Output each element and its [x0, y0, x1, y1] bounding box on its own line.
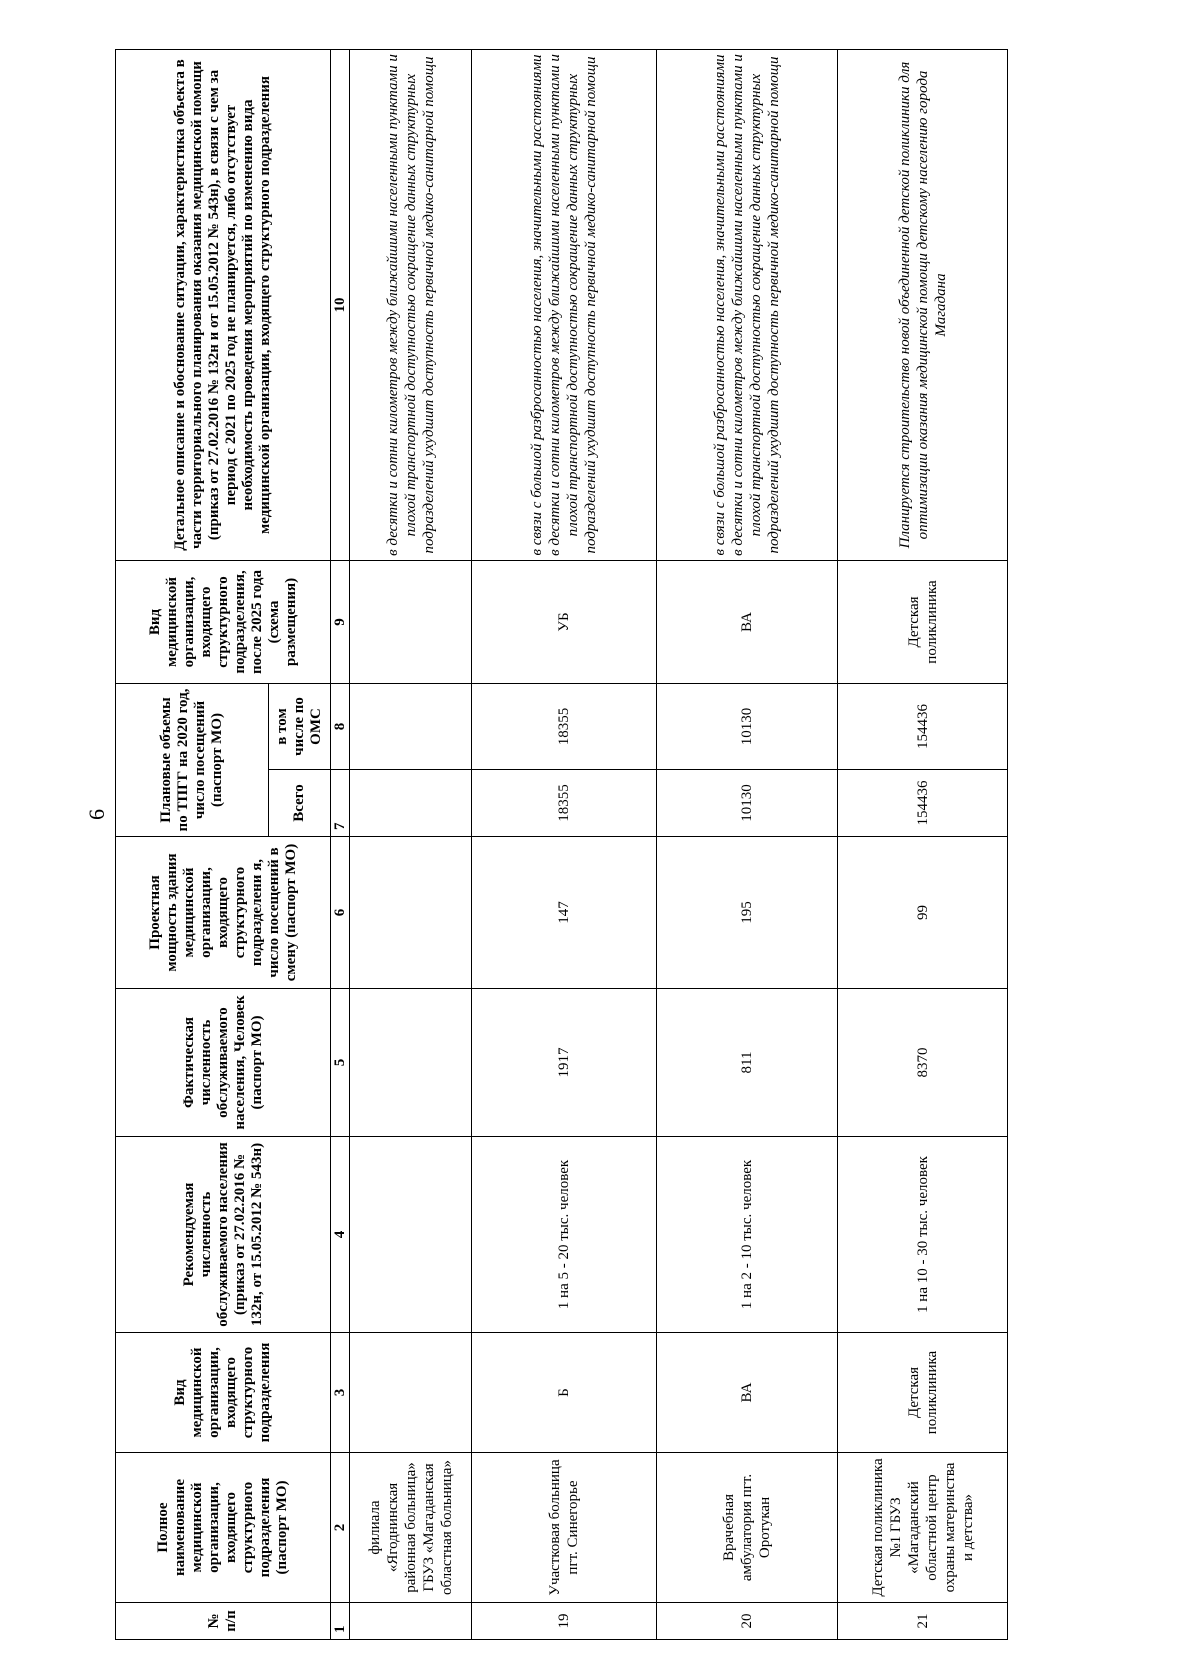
header-org-kind-after-2025: Вид медицинской организации, входящего структурного подразделения, после 2025 года (схема размещения): [116, 560, 331, 683]
planned-total: 18355: [472, 770, 657, 837]
row-number: 19: [472, 1603, 657, 1640]
table-row: [472, 49, 657, 1639]
table-row: [657, 49, 838, 1639]
header-total: Всего: [269, 770, 331, 837]
actual-population: 1917: [472, 989, 657, 1137]
planned-total: 10130: [657, 770, 838, 837]
description: в связи с большой разбросанностью населения, значительными расстояниями в десятки и сотни километров между ближайшими населенными пунктами и плохой транспортной доступностью сокращение данных структурных подразделений ухудшит доступность первичной медико-санитарной помощи: [657, 49, 838, 560]
page-number: 6: [84, 809, 109, 820]
org-kind-after-2025: Детская поликлиника: [838, 560, 1008, 683]
rotated-page-content: [115, 50, 1075, 1640]
column-number: 3: [331, 1333, 350, 1453]
header-oms: в том числе по ОМС: [269, 683, 331, 769]
design-capacity: 195: [657, 837, 838, 989]
org-kind: [350, 1333, 472, 1453]
column-number: 1: [331, 1603, 350, 1640]
header-actual-population: Фактическая численность обслуживаемого населения, Человек (паспорт МО): [116, 989, 331, 1137]
org-name: филиала «Ягоднинская районная больница» ГБУЗ «Магаданская областная больница»: [350, 1453, 472, 1603]
header-description: Детальное описание и обоснование ситуации, характеристика объекта в части территориального планирования оказания медицинской помощи (приказ от 27.02.2016 № 132н и от 15.05.2012 № 543н), в связи с чем за период с 2021 по 2025 год не планируется, либо отсутствует необходимость проведения мероприятий по изменению вида медицинской организации, входящего структурного подразделения: [116, 49, 331, 560]
org-name: Врачебная амбулатория пгт. Оротукан: [657, 1453, 838, 1603]
org-kind: Детская поликлиника: [838, 1333, 1008, 1453]
column-number: 4: [331, 1137, 350, 1333]
design-capacity: [350, 837, 472, 989]
org-name: Детская поликлиника №1 ГБУЗ «Магаданский областной центр охраны материнства и детства»: [838, 1453, 1008, 1603]
header-design-capacity: Проектная мощность здания медицинской организации, входящего структурного подразделени я, число посещений в смену (паспорт МО): [116, 837, 331, 989]
actual-population: [350, 989, 472, 1137]
row-number: 21: [838, 1603, 1008, 1640]
column-number: 2: [331, 1453, 350, 1603]
actual-population: 8370: [838, 989, 1008, 1137]
header-planned-volumes: Плановые объемы по ТПГГ на 2020 год, число посещений (паспорт МО): [116, 683, 269, 836]
medical-organizations-table: [115, 49, 1008, 1640]
column-number: 7: [331, 770, 350, 837]
planned-oms: 10130: [657, 683, 838, 769]
planned-total: 154436: [838, 770, 1008, 837]
column-number: 5: [331, 989, 350, 1137]
planned-oms: 18355: [472, 683, 657, 769]
recommended-population: 1 на 10 - 30 тыс. человек: [838, 1137, 1008, 1333]
header-row: [116, 49, 269, 1639]
description: в десятки и сотни километров между ближайшими населенными пунктами и плохой транспортной доступностью сокращение данных структурных подразделений ухудшит доступность первичной медико-санитарной помощи: [350, 49, 472, 560]
planned-oms: 154436: [838, 683, 1008, 769]
row-number: 20: [657, 1603, 838, 1640]
table-row: [838, 49, 1008, 1639]
table-row: [350, 49, 472, 1639]
planned-oms: [350, 683, 472, 769]
column-number: 6: [331, 837, 350, 989]
row-number: [350, 1603, 472, 1640]
column-number-row: [331, 49, 350, 1639]
recommended-population: 1 на 2 - 10 тыс. человек: [657, 1137, 838, 1333]
org-kind: Б: [472, 1333, 657, 1453]
design-capacity: 147: [472, 837, 657, 989]
org-name: Участковая больница пгт. Синегорье: [472, 1453, 657, 1603]
recommended-population: 1 на 5 - 20 тыс. человек: [472, 1137, 657, 1333]
org-kind-after-2025: ВА: [657, 560, 838, 683]
planned-total: [350, 770, 472, 837]
column-number: 10: [331, 49, 350, 560]
actual-population: 811: [657, 989, 838, 1137]
org-kind-after-2025: [350, 560, 472, 683]
design-capacity: 99: [838, 837, 1008, 989]
header-num: № п/п: [116, 1603, 331, 1640]
description: Планируется строительство новой объединенной детской поликлиники для оптимизации оказания медицинской помощи детскому населению города Магадана: [838, 49, 1008, 560]
description: в связи с большой разбросанностью населения, значительными расстояниями в десятки и сотни километров между ближайшими населенными пунктами и плохой транспортной доступностью сокращение данных структурных подразделений ухудшит доступность первичной медико-санитарной помощи: [472, 49, 657, 560]
header-full-name: Полное наименование медицинской организации, входящего структурного подразделения (паспорт МО): [116, 1453, 331, 1603]
recommended-population: [350, 1137, 472, 1333]
org-kind: ВА: [657, 1333, 838, 1453]
column-number: 8: [331, 683, 350, 769]
header-recommended-population: Рекомендуемая численность обслуживаемого населения (приказ от 27.02.2016 № 132н, от 15.05.2012 № 543н): [116, 1137, 331, 1333]
column-number: 9: [331, 560, 350, 683]
org-kind-after-2025: УБ: [472, 560, 657, 683]
header-org-kind: Вид медицинской организации, входящего структурного подразделения: [116, 1333, 331, 1453]
